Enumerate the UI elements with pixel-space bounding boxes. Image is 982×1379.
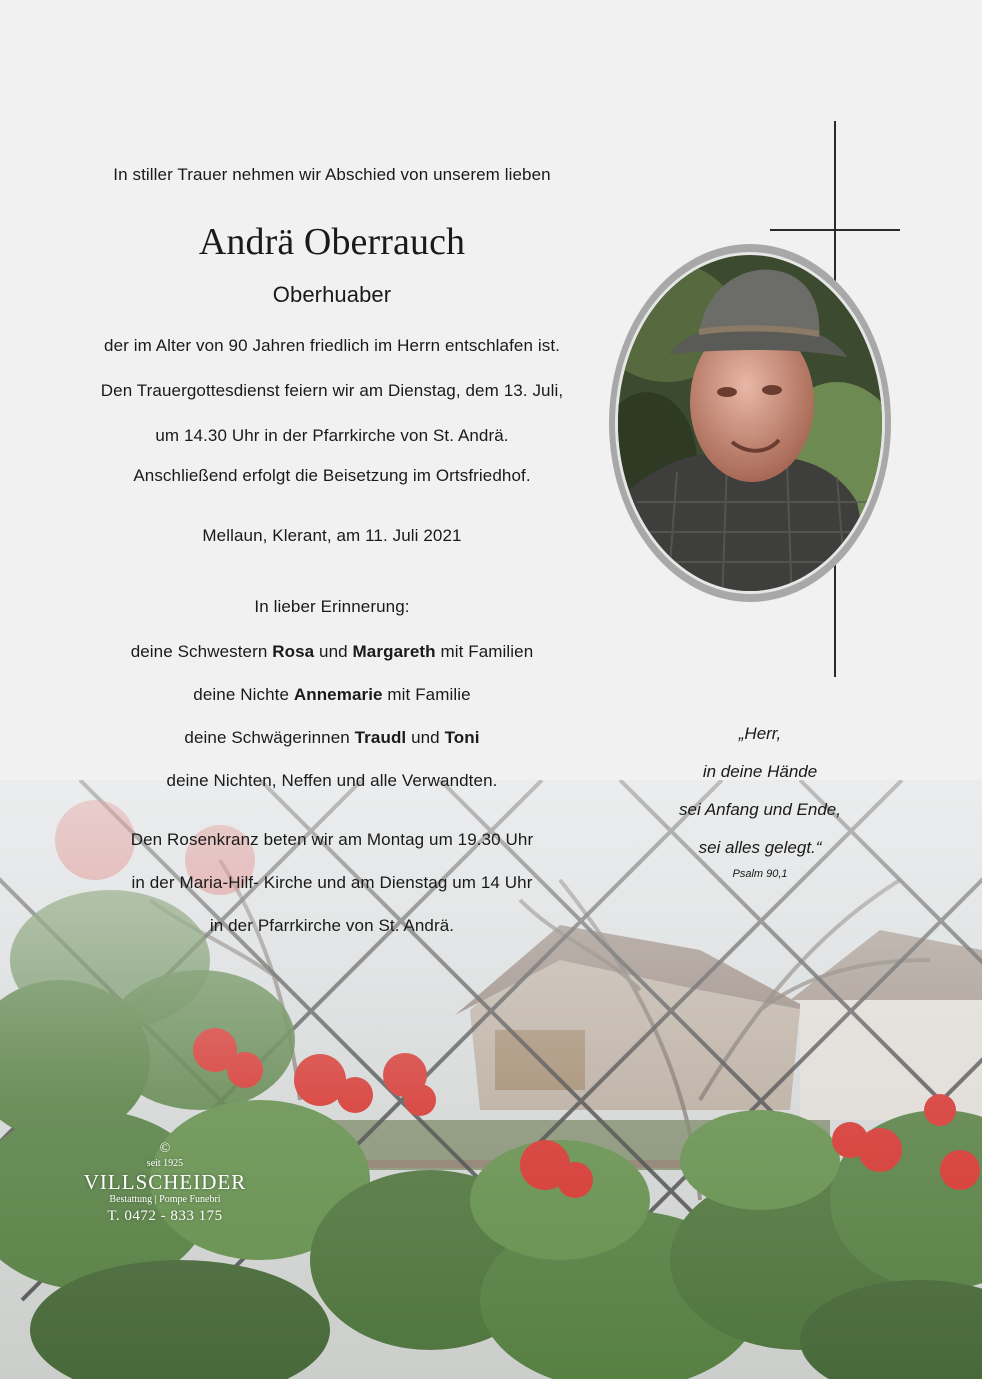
company-tagline: Bestattung | Pompe Funebri (109, 1194, 221, 1205)
body-line: der im Alter von 90 Jahren friedlich im Herrn entschlafen ist. (104, 336, 560, 355)
rosary-line: in der Pfarrkirche von St. Andrä. (209, 916, 455, 935)
intro-text: In stiller Trauer nehmen wir Abschied von unserem lieben (113, 165, 551, 184)
mourner-line: deine Schwestern Rosa und Margareth mit Familien (130, 642, 534, 661)
rosary-line: in der Maria-Hilf- Kirche und am Dienstag um 14 Uhr (131, 873, 533, 892)
rosary-line: Den Rosenkranz beten wir am Montag um 19.30 Uhr (130, 830, 534, 849)
copyright-mark: © (159, 1141, 171, 1156)
quote-line: sei Anfang und Ende, (679, 800, 841, 819)
mourners-heading: In lieber Erinnerung: (254, 597, 410, 616)
company-phone: T. 0472 - 833 175 (107, 1208, 223, 1224)
quote-source: Psalm 90,1 (732, 868, 788, 880)
quote-line: sei alles gelegt.“ (698, 838, 822, 857)
mourner-line: deine Schwägerinnen Traudl und Toni (184, 728, 480, 747)
body-line: Anschließend erfolgt die Beisetzung im Ortsfriedhof. (133, 466, 531, 485)
mourner-line: deine Nichte Annemarie mit Familie (193, 685, 471, 704)
founded-year: seit 1925 (146, 1158, 184, 1169)
house-name: Oberhuaber (272, 282, 392, 307)
body-line: Den Trauergottesdienst feiern wir am Dienstag, dem 13. Juli, (100, 381, 564, 400)
quote-line: in deine Hände (702, 762, 818, 781)
mourner-line: deine Nichten, Neffen und alle Verwandten. (166, 771, 498, 790)
place-date: Mellaun, Klerant, am 11. Juli 2021 (202, 526, 462, 545)
deceased-name: Andrä Oberrauch (198, 221, 466, 263)
quote-line: „Herr, (738, 724, 782, 743)
body-line: um 14.30 Uhr in der Pfarrkirche von St. Andrä. (155, 426, 509, 445)
company-name: VILLSCHEIDER (83, 1170, 247, 1194)
